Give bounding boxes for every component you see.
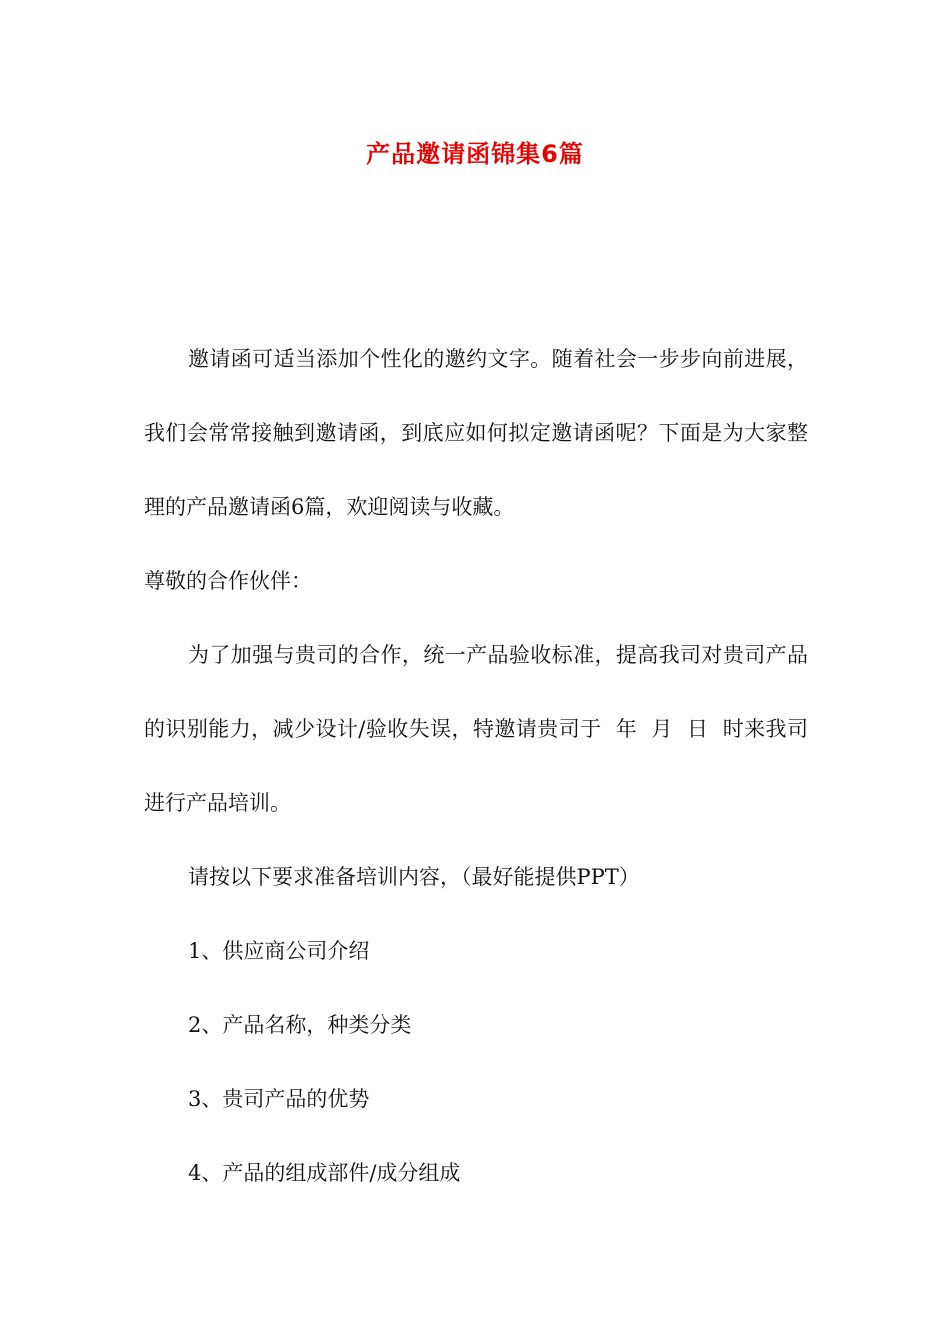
list-item: 1、供应商公司介绍 [188,939,370,963]
list-item: 2、产品名称，种类分类 [188,1013,412,1037]
document-body [144,322,808,1210]
list-item: 3、贵司产品的优势 [188,1087,370,1111]
requirements-paragraph: 请按以下要求准备培训内容，（最好能提供PPT） [188,865,640,889]
document-title: 产品邀请函锦集6篇 [366,140,584,168]
salutation: 尊敬的合作伙伴： [144,569,312,593]
list-item: 4、产品的组成部件/成分组成 [188,1161,461,1185]
intro-paragraph: 邀请函可适当添加个性化的邀约文字。随着社会一步步向前进展，我们会常常接触到邀请函，到底应如何拟定邀请函呢？下面是为大家整理的产品邀请函6篇，欢迎阅读与收藏。 [144,347,808,519]
invitation-paragraph: 为了加强与贵司的合作，统一产品验收标准，提高我司对贵司产品的识别能力，减少设计/验收失误，特邀请贵司于 年 月 日 时来我司进行产品培训。 [144,643,808,815]
